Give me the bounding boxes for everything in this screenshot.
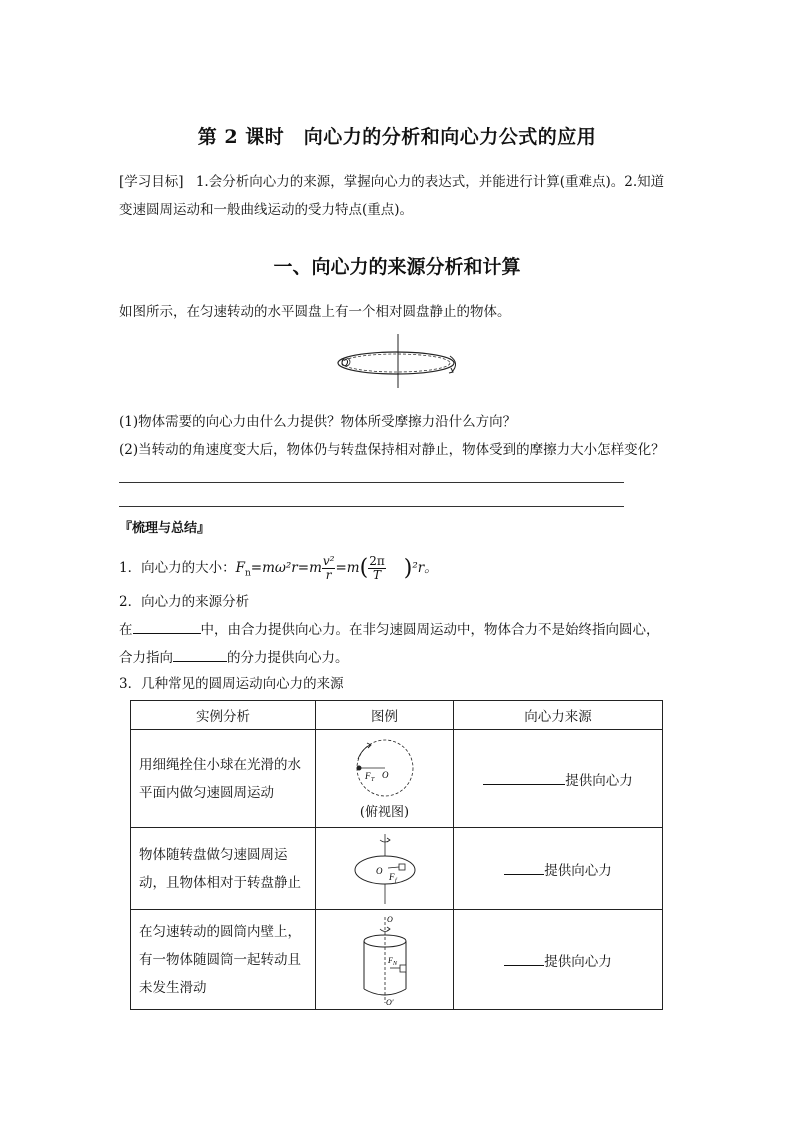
rotating-cylinder-figure [350,913,420,1007]
objectives-text-1: 1.会分析向心力的来源，掌握向心力的表达式，并能进行计算(重难点)。2.知道 [195,174,665,190]
row3-figure [316,910,454,1010]
section-heading: 一、向心力的来源分析和计算 [273,256,521,278]
label-N: N [392,960,397,967]
summary-item-2-line-2 [119,644,349,672]
row2-figure [316,828,454,910]
centripetal-source-table [130,700,663,1010]
item2-l2-b: 的分力提供向心力。 [227,650,349,666]
blank-row3[interactable] [504,950,544,966]
row3-source-text: 提供向心力 [544,953,612,970]
summary-item-2-line-1 [119,616,660,644]
header-example: 实例分析 [131,701,316,730]
table-header-row [131,701,663,730]
row1-example: 用细绳拴住小球在光滑的水平面内做匀速圆周运动 [131,730,316,828]
table-row [131,730,663,828]
item2-l2-a: 合力指向 [119,650,173,666]
formula-v2-over-r [322,555,336,582]
formula-r: r [325,568,332,582]
question-1: (1)物体需要的向心力由什么力提供？物体所受摩擦力沿什么方向？ [119,414,517,430]
rotating-disk-figure [330,332,465,390]
formula-v2: v² [322,554,335,568]
summary-heading: 『梳理与总结』 [119,521,211,536]
header-source: 向心力来源 [454,701,663,730]
formula-eq2: =m [335,560,360,576]
summary-item-3: 3．几种常见的圆周运动向心力的来源 [119,676,344,692]
table-row [131,910,663,1010]
label-O: O [375,865,382,876]
centripetal-formula-line: 1．向心力的大小：$F_n=m\omega^2r=m$ $\frac{\text{v²}}{r}$ =m( $\frac{2\pi}{T}$ )²r。 [119,554,438,582]
blank-uniform-circular[interactable] [133,618,201,634]
blank-row2[interactable] [504,859,544,875]
row3-source [454,910,663,1010]
row2-example: 物体随转盘做匀速圆周运动，且物体相对于转盘静止 [131,828,316,910]
row2-source-text: 提供向心力 [544,862,612,879]
item2-l1-a: 在 [119,622,133,638]
formula-prefix: 1．向心力的大小： [119,560,236,576]
question-2: (2)当转动的角速度变大后，物体仍与转盘保持相对静止，物体受到的摩擦力大小怎样变化？ [119,442,665,458]
label-f: f [394,877,397,884]
summary-item-2: 2．向心力的来源分析 [119,594,250,610]
answer-line-2 [119,506,624,507]
formula-2pi: 2π [369,554,385,568]
formula-T: T [372,568,381,582]
formula-n-sub: n [244,568,251,579]
turntable-figure [350,832,420,906]
blank-row1[interactable] [483,769,565,785]
formula-2pi-over-T [368,555,386,582]
row3-example: 在匀速转动的圆筒内壁上，有一物体随圆筒一起转动且未发生滑动 [131,910,316,1010]
formula-sq-r: ²r。 [412,560,438,576]
formula-eq1: =mω²r=m [250,560,322,576]
answer-line-1 [119,482,624,483]
label-F: F [388,871,394,882]
label-O-bottom: O′ [385,997,394,1007]
label-O: O [381,770,388,780]
header-figure: 图例 [316,701,454,730]
page-title: 第 2 课时 向心力的分析和向心力公式的应用 [197,126,597,148]
label-F: F [364,771,370,781]
label-F: F [387,955,393,965]
disk-center-label: O [341,358,349,369]
objectives-tag: [学习目标] [119,174,184,190]
row1-source-text: 提供向心力 [565,772,633,789]
row2-source [454,828,663,910]
section-intro: 如图所示，在匀速转动的水平圆盘上有一个相对圆盘静止的物体。 [119,304,511,320]
row1-caption: (俯视图) [359,805,410,820]
blank-toward-center[interactable] [173,646,227,662]
row1-source [454,730,663,828]
table-row [131,828,663,910]
label-O-top: O [386,914,393,924]
objectives-line-2: 变速圆周运动和一般曲线运动的受力特点(重点)。 [119,202,414,218]
item2-l1-b: 中，由合力提供向心力。在非匀速圆周运动中，物体合力不是始终指向圆心， [200,622,660,638]
label-T: T [370,777,374,783]
string-ball-figure [350,737,420,799]
formula-F: F [235,560,245,576]
row1-figure [316,730,454,828]
objectives-line-1 [119,168,664,196]
